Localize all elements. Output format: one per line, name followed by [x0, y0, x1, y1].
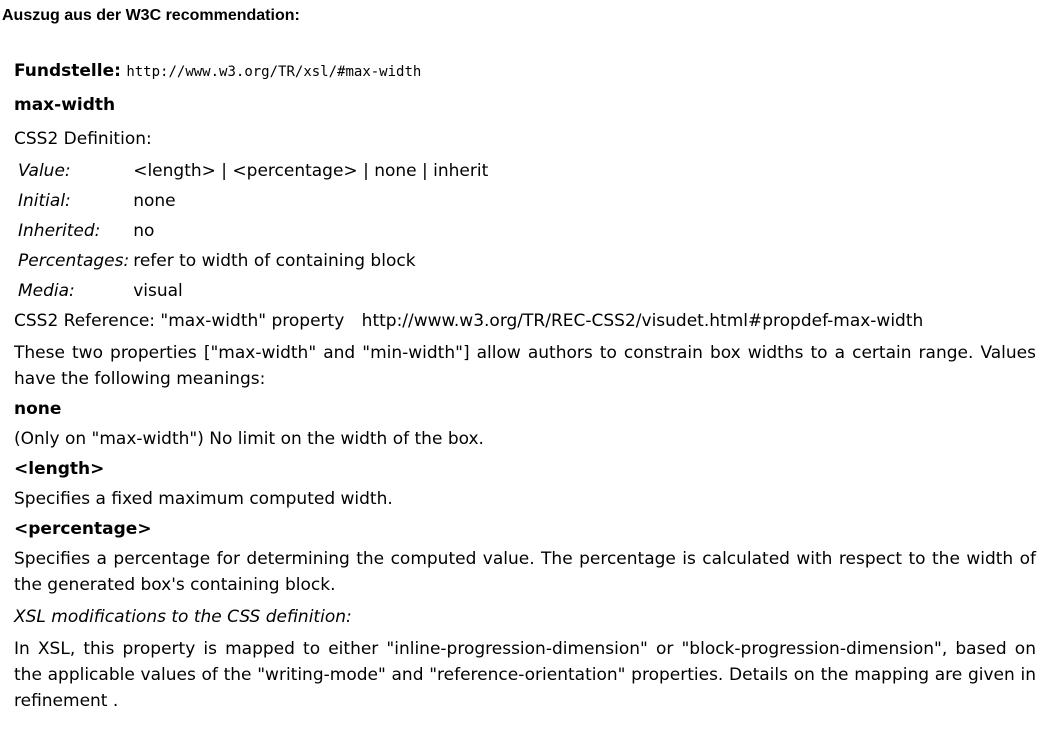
definition-table: [16, 156, 490, 306]
value-description-length: Specifies a fixed maximum computed width.: [14, 489, 393, 509]
definition-value: <length> | <percentage> | none | inherit: [133, 161, 489, 181]
intro-paragraph: These two properties ["max-width" and "min-width"] allow authors to constrain box widths to a certain range. Values have the following meanings:: [14, 343, 1036, 389]
value-description-none: (Only on "max-width") No limit on the width of the box.: [14, 429, 484, 449]
source-url-link[interactable]: http://www.w3.org/TR/xsl/#max-width: [126, 64, 422, 80]
definition-key: Initial:: [18, 191, 71, 211]
definition-key: Media:: [18, 281, 75, 301]
value-term-length: <length>: [14, 459, 105, 479]
source-label: Fundstelle:: [14, 61, 121, 81]
css2-reference-link[interactable]: http://www.w3.org/TR/REC-CSS2/visudet.html#propdef-max-width: [361, 311, 924, 331]
css2-reference: [14, 308, 1036, 334]
css2-definition-label: CSS2 Definition:: [14, 129, 152, 149]
definition-row-percentages: [16, 246, 490, 276]
page-heading: Auszug aus der W3C recommendation:: [2, 7, 300, 24]
value-description-percentage: Specifies a percentage for determining the computed value. The percentage is calculated with respect to the width of the generated box's containing block.: [14, 549, 1036, 595]
w3c-excerpt: [14, 58, 1036, 714]
definition-value: visual: [133, 281, 183, 301]
definition-row-value: [16, 156, 490, 186]
xsl-modifications-paragraph: In XSL, this property is mapped to either "inline-progression-dimension" or "block-progression-dimension", based on the applicable values of the "writing-mode" and "reference-orientation" properties. Details on the mapping are given in refinement .: [14, 639, 1036, 711]
definition-row-initial: [16, 186, 490, 216]
property-name: max-width: [14, 95, 116, 115]
definition-value: none: [133, 191, 176, 211]
css2-reference-label: CSS2 Reference: "max-width" property: [14, 311, 345, 331]
definition-value: no: [133, 221, 155, 241]
definition-row-media: [16, 276, 490, 306]
definition-key: Percentages:: [18, 251, 130, 271]
value-term-none: none: [14, 399, 62, 419]
definition-row-inherited: [16, 216, 490, 246]
definition-key: Inherited:: [18, 221, 101, 241]
definition-value: refer to width of containing block: [133, 251, 416, 271]
definition-key: Value:: [18, 161, 71, 181]
xsl-modifications-heading: XSL modifications to the CSS definition:: [14, 607, 352, 627]
value-term-percentage: <percentage>: [14, 519, 152, 539]
source-line: [14, 58, 1036, 84]
